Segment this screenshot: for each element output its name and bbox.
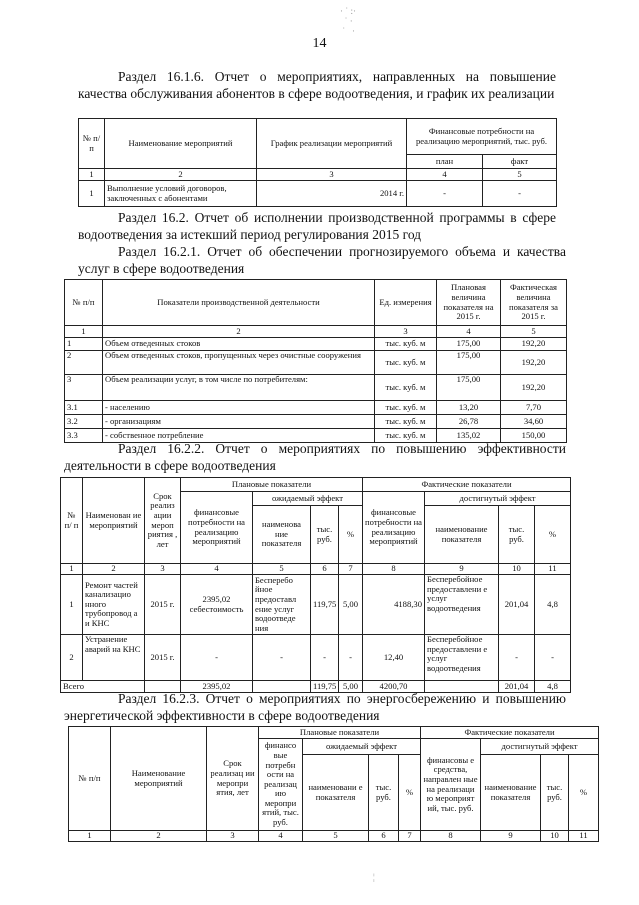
th-unit: Ед. измерения bbox=[375, 280, 437, 326]
scan-marks: · ˙ :· ˙ · ˙ · bbox=[340, 6, 356, 36]
section-16-2-heading: Раздел 16.2. Отчет об исполнении производственной программы в сфере водоотведения за истекший период регулирования 2015 год bbox=[78, 210, 556, 242]
colnum: 3 bbox=[375, 326, 437, 338]
cell-pct2: 4,8 bbox=[535, 575, 571, 635]
th-pct: % bbox=[339, 506, 363, 564]
colnum: 6 bbox=[369, 831, 399, 842]
cell-pct: - bbox=[339, 635, 363, 681]
th-expected: ожидаемый эффект bbox=[253, 492, 363, 506]
colnum: 4 bbox=[437, 326, 501, 338]
total-rub2: 201,04 bbox=[499, 681, 535, 693]
th-name: Наименован ие мероприятий bbox=[83, 478, 145, 564]
colnum: 10 bbox=[541, 831, 569, 842]
th-term: Срок реализац ии меропри ятия, лет bbox=[207, 727, 259, 831]
cell-num: 3.3 bbox=[65, 429, 103, 443]
table-row bbox=[61, 575, 571, 635]
cell-name: Устранение аварий на КНС bbox=[83, 635, 145, 681]
colnum: 4 bbox=[407, 169, 483, 181]
cell-plan: - bbox=[407, 181, 483, 207]
th-fact: Фактическая величина показателя за 2015 г. bbox=[501, 280, 567, 326]
section-16-2-1-heading: Раздел 16.2.1. Отчет об обеспечении прогнозируемого объема и качества услуг в сфере водоотведения bbox=[78, 244, 566, 276]
cell-name: Объем отведенных стоков bbox=[103, 338, 375, 351]
th-rub: тыс. руб. bbox=[311, 506, 339, 564]
cell-name: Объем отведенных стоков, пропущенных через очистные сооружения bbox=[103, 351, 375, 375]
th-num: № п/п bbox=[69, 727, 111, 831]
cell-fin-fact: 4188,30 bbox=[363, 575, 425, 635]
cell-num: 1 bbox=[79, 181, 105, 207]
cell-fact: 192,20 bbox=[501, 375, 567, 401]
th-actual: Фактические показатели bbox=[363, 478, 571, 492]
colnum: 1 bbox=[61, 564, 83, 575]
th-eff-name: наименова ние показателя bbox=[253, 506, 311, 564]
colnum: 11 bbox=[535, 564, 571, 575]
colnum: 2 bbox=[103, 326, 375, 338]
th-name: Наименование мероприятий bbox=[105, 119, 257, 169]
table-16-2-3 bbox=[68, 726, 599, 842]
cell-rub: 119,75 bbox=[311, 575, 339, 635]
cell-unit: тыс. куб. м bbox=[375, 415, 437, 429]
total-label: Всего bbox=[61, 681, 145, 693]
colnum: 5 bbox=[303, 831, 369, 842]
table-16-2-2 bbox=[60, 477, 571, 693]
colnum: 4 bbox=[181, 564, 253, 575]
th-num: № п/п bbox=[79, 119, 105, 169]
th-achieved: достигнутый эффект bbox=[425, 492, 571, 506]
th-pct: % bbox=[399, 755, 421, 831]
cell-num: 2 bbox=[61, 635, 83, 681]
colnum: 1 bbox=[69, 831, 111, 842]
cell-unit: тыс. куб. м bbox=[375, 429, 437, 443]
colnum: 9 bbox=[425, 564, 499, 575]
table-row bbox=[65, 375, 567, 401]
cell-plan: 175,00 bbox=[437, 338, 501, 351]
th-planned: Плановые показатели bbox=[259, 727, 421, 739]
th-fact: факт bbox=[483, 155, 557, 169]
colnum: 5 bbox=[501, 326, 567, 338]
th-actual: Фактические показатели bbox=[421, 727, 599, 739]
colnum: 5 bbox=[483, 169, 557, 181]
cell-fact: - bbox=[483, 181, 557, 207]
colnum: 1 bbox=[65, 326, 103, 338]
cell-ach: Бесперебойное предоставлени е услуг водоотведения bbox=[425, 635, 499, 681]
th-rub: тыс. руб. bbox=[369, 755, 399, 831]
cell-unit: тыс. куб. м bbox=[375, 338, 437, 351]
cell-fact: 34,60 bbox=[501, 415, 567, 429]
th-planned: Плановые показатели bbox=[181, 478, 363, 492]
cell-name: - организациям bbox=[103, 415, 375, 429]
table-row bbox=[65, 415, 567, 429]
th-ach-name: наименование показателя bbox=[425, 506, 499, 564]
section-16-1-6-heading: Раздел 16.1.6. Отчет о мероприятиях, направленных на повышение качества обслуживания абонентов в сфере водоотведения, и график их реализации bbox=[78, 69, 556, 101]
page-number: 14 bbox=[312, 36, 327, 51]
cell-fact: 7,70 bbox=[501, 401, 567, 415]
colnum: 2 bbox=[83, 564, 145, 575]
table-row bbox=[79, 181, 557, 207]
cell-fact: 192,20 bbox=[501, 351, 567, 375]
section-16-2-2-heading: Раздел 16.2.2. Отчет о мероприятиях по повышению эффективности деятельности в сфере водоотведения bbox=[64, 441, 566, 473]
colnum: 8 bbox=[363, 564, 425, 575]
th-num: № п/ п bbox=[61, 478, 83, 564]
cell-plan: 135,02 bbox=[437, 429, 501, 443]
cell-ach: Бесперебойное предоставлени е услуг водоотведения bbox=[425, 575, 499, 635]
th-eff-name: наименовани е показателя bbox=[303, 755, 369, 831]
th-name: Наименование мероприятий bbox=[111, 727, 207, 831]
cell-pct: 5,00 bbox=[339, 575, 363, 635]
cell-term: 2015 г. bbox=[145, 635, 181, 681]
cell-num: 3.2 bbox=[65, 415, 103, 429]
cell-pct2: - bbox=[535, 635, 571, 681]
cell-unit: тыс. куб. м bbox=[375, 351, 437, 375]
table-row bbox=[65, 401, 567, 415]
th-rub2: тыс. руб. bbox=[499, 506, 535, 564]
th-plan: Плановая величина показателя на 2015 г. bbox=[437, 280, 501, 326]
colnum: 3 bbox=[257, 169, 407, 181]
table-row bbox=[65, 338, 567, 351]
cell-term: 2015 г. bbox=[145, 575, 181, 635]
scan-mark-bottom: ¦ bbox=[373, 872, 375, 882]
colnum: 5 bbox=[253, 564, 311, 575]
table-row bbox=[61, 635, 571, 681]
th-num: № п/п bbox=[65, 280, 103, 326]
colnum: 2 bbox=[105, 169, 257, 181]
colnum: 1 bbox=[79, 169, 105, 181]
cell-fact: 150,00 bbox=[501, 429, 567, 443]
cell-fin-fact: 12,40 bbox=[363, 635, 425, 681]
th-rub2: тыс. руб. bbox=[541, 755, 569, 831]
colnum: 3 bbox=[207, 831, 259, 842]
cell-plan: 175,00 bbox=[437, 351, 501, 375]
table-16-2-1 bbox=[64, 279, 567, 443]
cell-num: 3.1 bbox=[65, 401, 103, 415]
cell-eff: Бесперебо йное предоставл ение услуг водоотведе ния bbox=[253, 575, 311, 635]
cell-fact: 192,20 bbox=[501, 338, 567, 351]
cell-num: 2 bbox=[65, 351, 103, 375]
cell-rub2: - bbox=[499, 635, 535, 681]
total-rub: 119,75 bbox=[311, 681, 339, 693]
colnum: 9 bbox=[481, 831, 541, 842]
th-pct2: % bbox=[569, 755, 599, 831]
cell-schedule: 2014 г. bbox=[257, 181, 407, 207]
section-16-2-3-heading: Раздел 16.2.3. Отчет о мероприятиях по энергосбережению и повышению энергетической эффективности в сфере водоотведения bbox=[64, 691, 566, 723]
th-pct2: % bbox=[535, 506, 571, 564]
cell-num: 3 bbox=[65, 375, 103, 401]
th-fin-fact: финансовы е средства, направлен ные на реализаци ю мероприят ий, тыс. руб. bbox=[421, 739, 481, 831]
cell-fin: 2395,02 себестоимость bbox=[181, 575, 253, 635]
cell-name: Объем реализации услуг, в том числе по потребителям: bbox=[103, 375, 375, 401]
cell-name: - населению bbox=[103, 401, 375, 415]
colnum: 3 bbox=[145, 564, 181, 575]
cell-num: 1 bbox=[61, 575, 83, 635]
cell-plan: 13,20 bbox=[437, 401, 501, 415]
total-pct: 5,00 bbox=[339, 681, 363, 693]
cell-rub2: 201,04 bbox=[499, 575, 535, 635]
th-fin-fact: финансовые потребности на реализацию мероприятий bbox=[363, 492, 425, 564]
th-fin-plan: финансо вые потребн ости на реализац ию меропри ятий, тыс. руб. bbox=[259, 739, 303, 831]
th-ach-name: наименование показателя bbox=[481, 755, 541, 831]
cell-name: Ремонт частей канализацио нного трубопровод а и КНС bbox=[83, 575, 145, 635]
colnum: 4 bbox=[259, 831, 303, 842]
cell-eff: - bbox=[253, 635, 311, 681]
colnum: 10 bbox=[499, 564, 535, 575]
th-name: Показатели производственной деятельности bbox=[103, 280, 375, 326]
th-fin-plan: финансовые потребности на реализацию мероприятий bbox=[181, 492, 253, 564]
th-term: Срок реализ ации мероп риятия , лет bbox=[145, 478, 181, 564]
cell-unit: тыс. куб. м bbox=[375, 375, 437, 401]
cell-num: 1 bbox=[65, 338, 103, 351]
cell-name: Выполнение условий договоров, заключенных с абонентами bbox=[105, 181, 257, 207]
cell-plan: 26,78 bbox=[437, 415, 501, 429]
cell-plan: 175,00 bbox=[437, 375, 501, 401]
table-row bbox=[65, 351, 567, 375]
th-expected: ожидаемый эффект bbox=[303, 739, 421, 755]
th-plan: план bbox=[407, 155, 483, 169]
cell-name: - собственное потребление bbox=[103, 429, 375, 443]
table-16-1-6 bbox=[78, 118, 557, 207]
colnum: 11 bbox=[569, 831, 599, 842]
cell-rub: - bbox=[311, 635, 339, 681]
total-pct2: 4,8 bbox=[535, 681, 571, 693]
colnum: 7 bbox=[399, 831, 421, 842]
total-fin-fact: 4200,70 bbox=[363, 681, 425, 693]
th-schedule: График реализации мероприятий bbox=[257, 119, 407, 169]
th-fin: Финансовые потребности на реализацию мероприятий, тыс. руб. bbox=[407, 119, 557, 155]
cell-fin: - bbox=[181, 635, 253, 681]
colnum: 7 bbox=[339, 564, 363, 575]
th-achieved: достигнутый эффект bbox=[481, 739, 599, 755]
colnum: 2 bbox=[111, 831, 207, 842]
cell-unit: тыс. куб. м bbox=[375, 401, 437, 415]
colnum: 6 bbox=[311, 564, 339, 575]
total-fin: 2395,02 bbox=[181, 681, 253, 693]
colnum: 8 bbox=[421, 831, 481, 842]
